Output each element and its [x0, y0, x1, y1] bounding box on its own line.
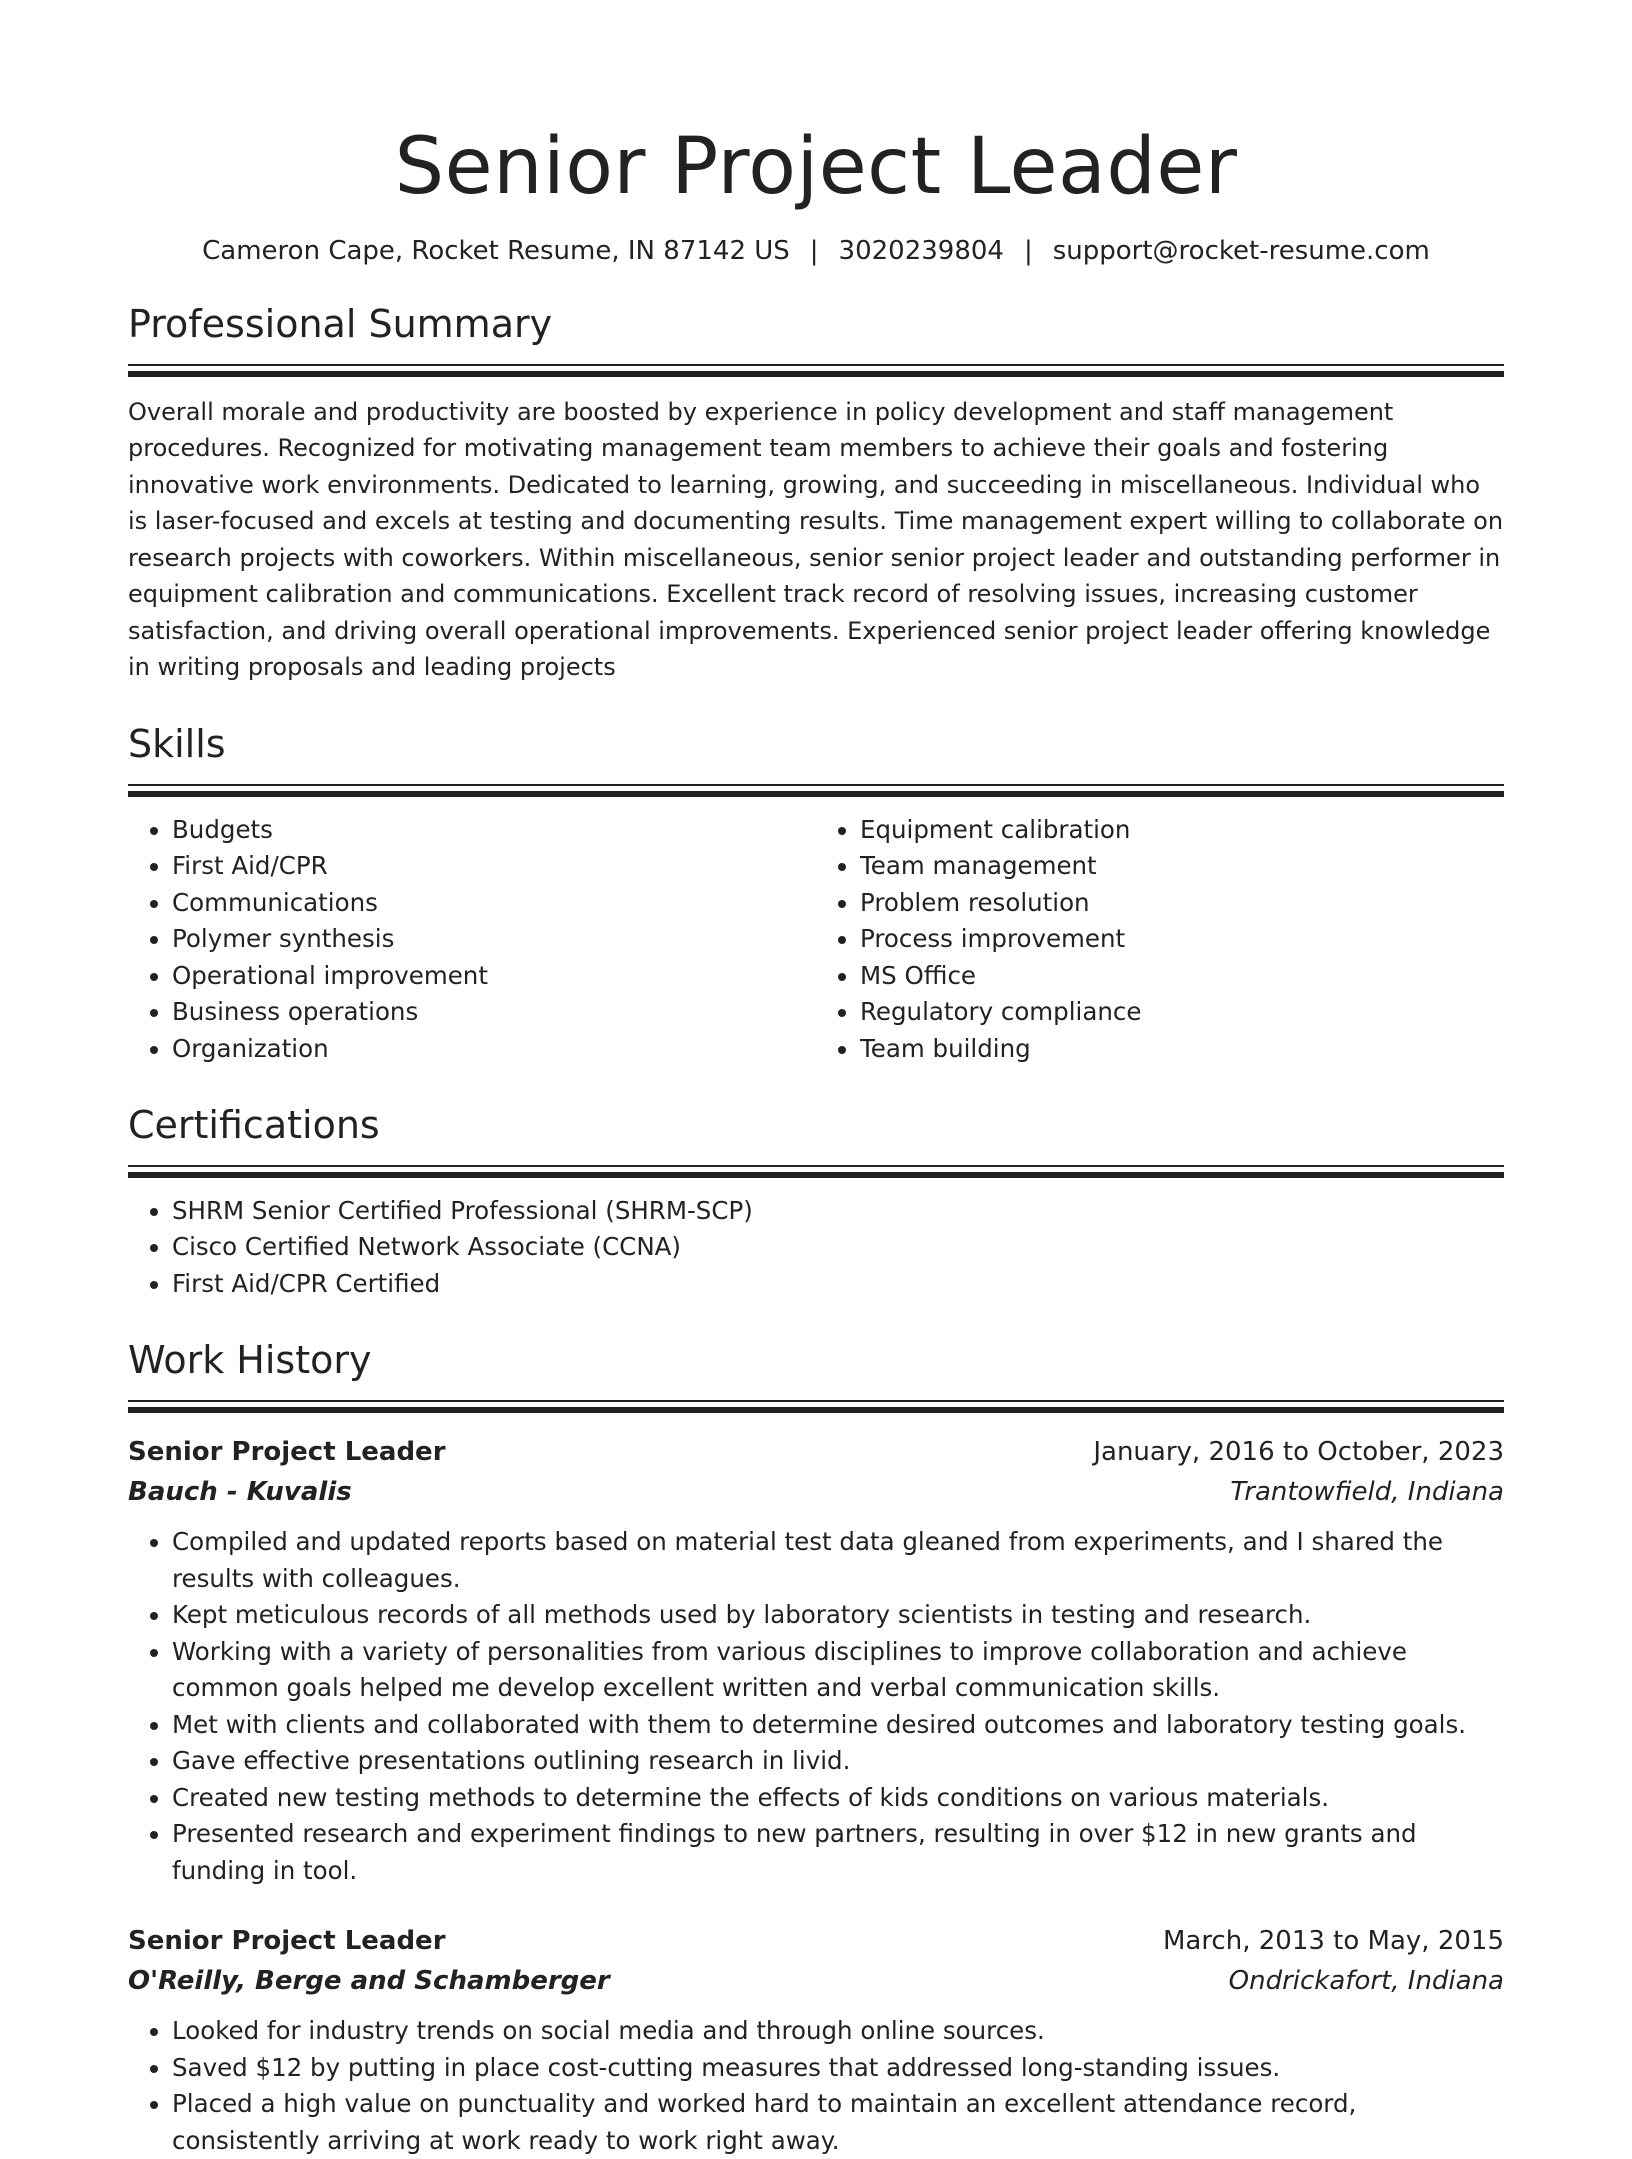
- section-heading-work-history: Work History: [128, 1338, 372, 1383]
- job-bullet: • Gave effective presentations outlining research in livid.: [172, 1743, 1504, 1780]
- section-divider: [128, 364, 1504, 378]
- certification-item: • First Aid/CPR Certified: [172, 1266, 1504, 1303]
- section-divider: [128, 784, 1504, 798]
- contact-separator: |: [809, 236, 819, 266]
- job-location: Trantowfield, Indiana: [1230, 1477, 1504, 1508]
- section-heading-skills: Skills: [128, 721, 226, 766]
- job-bullets: [128, 1524, 1504, 1889]
- skill-item: • Communications: [172, 885, 816, 922]
- job-bullet: • Created new testing methods to determine the effects of kids conditions on various materials.: [172, 1780, 1504, 1817]
- job-header-row: [128, 1921, 1504, 1961]
- skill-item: • Operational improvement: [172, 958, 816, 995]
- contact-email: support@rocket-resume.com: [1052, 236, 1430, 266]
- skills-list-right: [816, 812, 1504, 1068]
- job-bullet: • Presented research and experiment findings to new partners, resulting in over $12 in new grants and funding in tool.: [172, 1816, 1504, 1889]
- section-heading-summary: Professional Summary: [128, 302, 553, 346]
- certifications-section: [128, 1105, 1504, 1302]
- job-entry: [128, 1921, 1504, 2159]
- contact-phone: 3020239804: [838, 236, 1004, 266]
- skill-item: • Organization: [172, 1031, 816, 1068]
- skill-item: • First Aid/CPR: [172, 848, 816, 885]
- job-title: Senior Project Leader: [128, 1926, 446, 1957]
- job-company: Bauch - Kuvalis: [128, 1477, 352, 1508]
- summary-text: Overall morale and productivity are boosted by experience in policy development and staff management procedures. Recognized for motivating management team members to achieve their goals and fostering innovative work environments. Dedicated to learning, growing, and succeeding in miscellaneous. Individual who is laser-focused and excels at testing and documenting results. Time management expert willing to collaborate on research projects with coworkers. Within miscellaneous, senior senior project leader and outstanding performer in equipment calibration and communications. Excellent track record of resolving issues, increasing customer satisfaction, and driving overall operational improvements. Experienced senior project leader offering knowledge in writing proposals and leading projects: [128, 397, 1504, 682]
- job-title: Senior Project Leader: [128, 1437, 446, 1468]
- job-dates: March, 2013 to May, 2015: [1162, 1926, 1504, 1957]
- skill-item: • Equipment calibration: [860, 812, 1504, 849]
- job-company-row: [128, 1961, 1504, 2001]
- job-bullet: • Working with a variety of personalities from various disciplines to improve collaboration and achieve common goals helped me develop excellent written and verbal communication skills.: [172, 1634, 1504, 1707]
- job-entry: [128, 1432, 1504, 1889]
- job-bullets: [128, 2013, 1504, 2159]
- job-bullet: • Met with clients and collaborated with them to determine desired outcomes and laboratory testing goals.: [172, 1707, 1504, 1744]
- skill-item: • Regulatory compliance: [860, 994, 1504, 1031]
- job-bullet: • Placed a high value on punctuality and worked hard to maintain an excellent attendance record, consistently arriving at work ready to work right away.: [172, 2086, 1504, 2159]
- skill-item: • Polymer synthesis: [172, 921, 816, 958]
- skills-grid: [128, 812, 1504, 1068]
- certification-item: • Cisco Certified Network Associate (CCNA): [172, 1229, 1504, 1266]
- section-divider: [128, 1400, 1504, 1414]
- job-company: O'Reilly, Berge and Schamberger: [128, 1966, 610, 1997]
- skills-section: [128, 721, 1504, 1067]
- contact-separator: |: [1023, 236, 1033, 266]
- skill-item: • Process improvement: [860, 921, 1504, 958]
- job-location: Ondrickafort, Indiana: [1228, 1966, 1504, 1997]
- skill-item: • Team management: [860, 848, 1504, 885]
- job-bullet: • Compiled and updated reports based on material test data gleaned from experiments, and I shared the results with colleagues.: [172, 1524, 1504, 1597]
- skills-list-left: [128, 812, 816, 1068]
- section-divider: [128, 1165, 1504, 1179]
- skill-item: • Team building: [860, 1031, 1504, 1068]
- certifications-list: [128, 1193, 1504, 1303]
- page-title: Senior Project Leader: [394, 122, 1238, 212]
- skill-item: • Business operations: [172, 994, 816, 1031]
- contact-address: Cameron Cape, Rocket Resume, IN 87142 US: [202, 236, 790, 266]
- certification-item: • SHRM Senior Certified Professional (SHRM-SCP): [172, 1193, 1504, 1230]
- job-header-row: [128, 1432, 1504, 1472]
- job-dates: January, 2016 to October, 2023: [1093, 1437, 1504, 1468]
- section-heading-certifications: Certifications: [128, 1103, 380, 1148]
- job-bullet: • Saved $12 by putting in place cost-cutting measures that addressed long-standing issues.: [172, 2050, 1504, 2087]
- skill-item: • MS Office: [860, 958, 1504, 995]
- skill-item: • Problem resolution: [860, 885, 1504, 922]
- job-bullet: • Looked for industry trends on social media and through online sources.: [172, 2013, 1504, 2050]
- contact-info: [128, 236, 1504, 266]
- work-history-section: [128, 1340, 1504, 2159]
- summary-section: [128, 304, 1504, 686]
- job-bullet: • Kept meticulous records of all methods used by laboratory scientists in testing and research.: [172, 1597, 1504, 1634]
- job-company-row: [128, 1472, 1504, 1512]
- skill-item: • Budgets: [172, 812, 816, 849]
